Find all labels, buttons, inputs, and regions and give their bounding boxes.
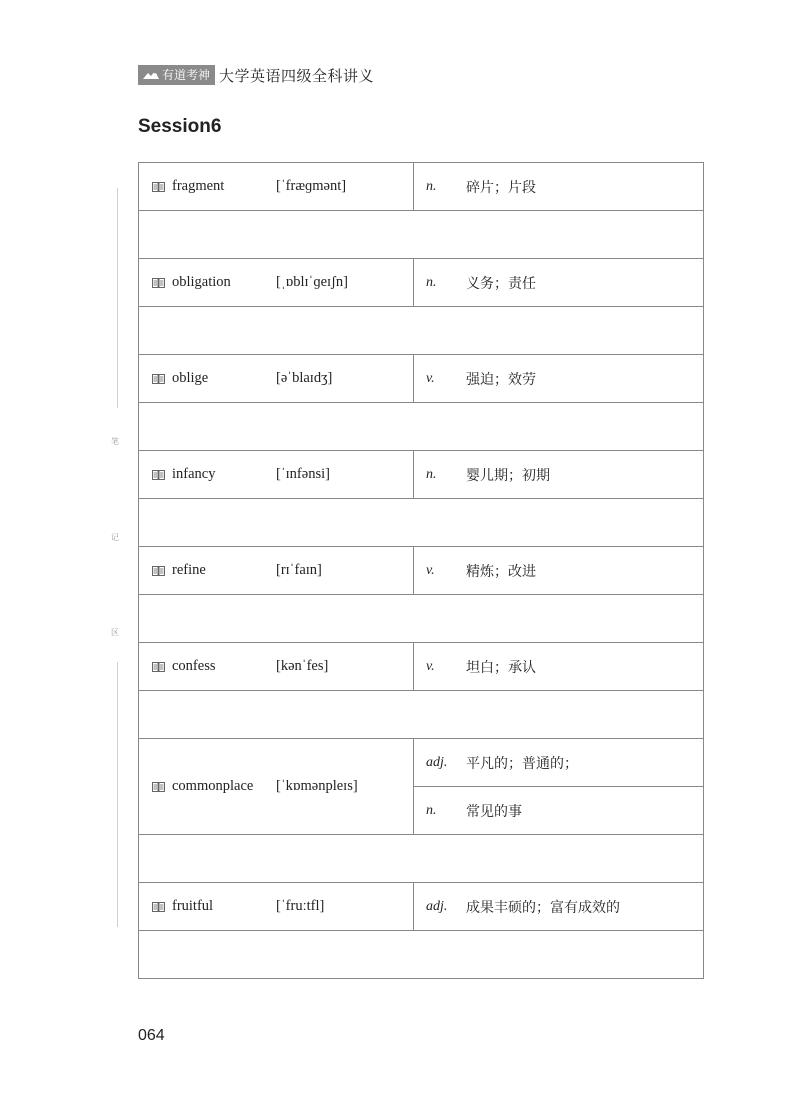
brand-badge [138, 65, 215, 85]
part-of-speech: n. [426, 178, 437, 194]
note-row [139, 835, 704, 883]
book-icon [152, 273, 166, 292]
definition-cell [414, 883, 704, 931]
word: refine [172, 562, 206, 578]
word-cell [139, 643, 414, 691]
entry-row [139, 547, 704, 595]
word: fragment [172, 178, 225, 194]
definition-cell [414, 355, 704, 403]
entry-row [139, 643, 704, 691]
note-space[interactable] [139, 691, 704, 739]
page-header [138, 64, 374, 86]
phonetic: [ˈkɒmənpleɪs] [276, 778, 358, 794]
note-row [139, 403, 704, 451]
meaning: 坦白；承认 [466, 659, 536, 676]
margin-line-top [117, 188, 118, 408]
entry-row [139, 259, 704, 307]
meaning: 义务；责任 [466, 275, 536, 292]
brand-name: 有道考神 [162, 68, 211, 82]
book-icon [152, 897, 166, 916]
word-cell [139, 355, 414, 403]
meaning: 碎片；片段 [466, 179, 536, 196]
word: obligation [172, 274, 231, 290]
part-of-speech: v. [426, 562, 435, 578]
meaning: 强迫；效劳 [466, 371, 536, 388]
margin-note-char: 区 [111, 628, 119, 637]
entry-row [139, 355, 704, 403]
entry-row [139, 163, 704, 211]
brand-logo-icon [142, 69, 160, 81]
part-of-speech: n. [426, 802, 437, 818]
definition-cell [414, 643, 704, 691]
word: commonplace [172, 778, 254, 794]
part-of-speech: v. [426, 370, 435, 386]
word-cell [139, 739, 414, 835]
word: infancy [172, 466, 216, 482]
book-icon [152, 657, 166, 676]
part-of-speech: v. [426, 658, 435, 674]
phonetic: [ˌɒblɪˈɡeɪʃn] [276, 274, 348, 290]
margin-line-bottom [117, 662, 118, 927]
note-space[interactable] [139, 931, 704, 979]
book-icon [152, 561, 166, 580]
part-of-speech: n. [426, 466, 437, 482]
entry-row [139, 451, 704, 499]
definition-cell [414, 739, 704, 787]
word-cell [139, 547, 414, 595]
note-row [139, 691, 704, 739]
vocabulary-table [138, 162, 704, 979]
definition-cell [414, 163, 704, 211]
phonetic: [ˈɪnfənsi] [276, 466, 330, 482]
phonetic: [kənˈfes] [276, 658, 329, 674]
word-cell [139, 451, 414, 499]
book-icon [152, 177, 166, 196]
phonetic: [ˈfræɡmənt] [276, 178, 347, 194]
word-cell [139, 883, 414, 931]
book-icon [152, 369, 166, 388]
entry-row [139, 883, 704, 931]
page-number: 064 [138, 1027, 165, 1044]
definition-cell [414, 259, 704, 307]
note-space[interactable] [139, 403, 704, 451]
margin-note-char: 笔 [111, 437, 119, 446]
definition-cell [414, 787, 704, 835]
word: oblige [172, 370, 209, 386]
book-icon [152, 777, 166, 796]
book-title: 大学英语四级全科讲义 [219, 66, 375, 85]
meaning: 精炼；改进 [466, 563, 536, 580]
meaning: 常见的事 [466, 803, 522, 820]
margin-note-char: 记 [111, 533, 119, 542]
note-row [139, 595, 704, 643]
phonetic: [ˈfruːtfl] [276, 898, 325, 914]
part-of-speech: adj. [426, 898, 448, 914]
definition-cell [414, 451, 704, 499]
definition-cell [414, 547, 704, 595]
note-row [139, 499, 704, 547]
note-space[interactable] [139, 835, 704, 883]
entry-row [139, 739, 704, 787]
note-row [139, 307, 704, 355]
part-of-speech: n. [426, 274, 437, 290]
session-title: Session6 [138, 116, 222, 137]
note-row [139, 931, 704, 979]
word: fruitful [172, 898, 214, 914]
word: confess [172, 658, 216, 674]
note-space[interactable] [139, 499, 704, 547]
book-icon [152, 465, 166, 484]
note-space[interactable] [139, 595, 704, 643]
phonetic: [əˈblaɪdʒ] [276, 370, 333, 386]
meaning: 平凡的；普通的； [466, 755, 578, 772]
note-space[interactable] [139, 307, 704, 355]
meaning: 婴儿期；初期 [466, 467, 550, 484]
phonetic: [rɪˈfaɪn] [276, 562, 322, 578]
part-of-speech: adj. [426, 754, 448, 770]
note-row [139, 211, 704, 259]
word-cell [139, 259, 414, 307]
note-space[interactable] [139, 211, 704, 259]
word-cell [139, 163, 414, 211]
meaning: 成果丰硕的；富有成效的 [466, 899, 620, 916]
